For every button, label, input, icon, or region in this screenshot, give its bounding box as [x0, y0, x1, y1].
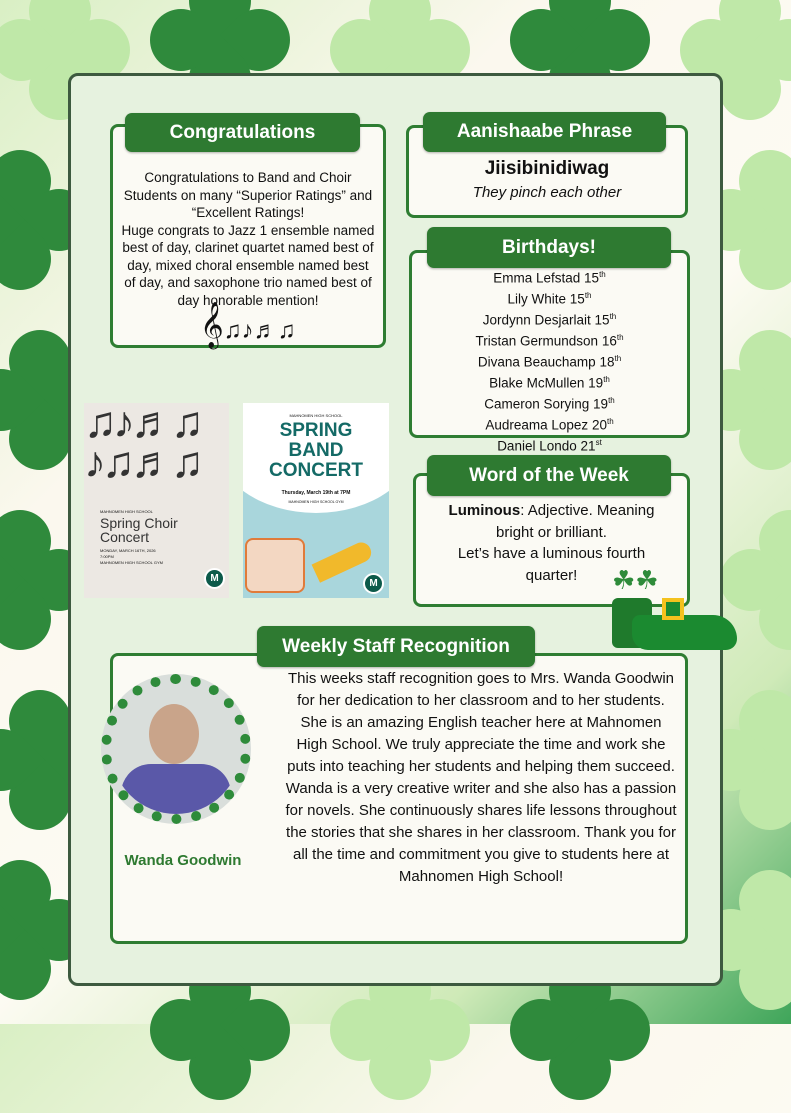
- music-notes-icon: ♫♪♬♫ ♪♫♬♫: [84, 403, 200, 487]
- birthday-day: 15: [594, 312, 610, 328]
- birthday-day: 21: [580, 438, 596, 454]
- choir-school: MAHNOMEN HIGH SCHOOL: [100, 509, 153, 514]
- band-date: Thursday, March 19th at 7PM: [281, 490, 351, 496]
- drum-icon: [245, 538, 305, 593]
- staff-photo: [101, 674, 251, 824]
- choir-concert-poster: [84, 403, 229, 598]
- word-term: Luminous: [448, 502, 521, 519]
- birthday-name: Daniel Londo: [497, 438, 577, 454]
- school-logo: M: [204, 568, 225, 589]
- birthday-day: 19: [593, 396, 609, 412]
- birthday-item: [412, 413, 687, 434]
- phrase-meaning: They pinch each other: [472, 184, 622, 201]
- birthday-name: Divana Beauchamp: [477, 354, 596, 370]
- birthday-item: [412, 392, 687, 413]
- congratulations-heading: Congratulations: [125, 113, 360, 152]
- birthday-name: Audreama Lopez: [485, 417, 589, 433]
- choir-time: 7:00PM: [100, 554, 114, 559]
- birthday-list: [412, 253, 687, 455]
- band-school: MAHNOMEN HIGH SCHOOL: [289, 413, 343, 418]
- birthday-day: 19: [588, 375, 604, 391]
- staff-recognition-text: This weeks staff recognition goes to Mrs. Wanda Goodwin for her dedication to her classroom and to her students. She is an amazing English teacher here at Mahnomen High School. We truly appreciate the time and work she puts into teaching her students and helping them succeed. Wanda is a very creative writer and she also has a passion for novels. She continuously shares life lessons throughout the stories that she shares in her classroom. Thank you for all the time and commitment you give to students here at Mahnomen High School!: [285, 670, 677, 885]
- word-sentence: Let’s have a luminous fourth quarter!: [457, 545, 646, 584]
- staff-recognition-heading: Weekly Staff Recognition: [257, 626, 535, 667]
- birthday-name: Tristan Germundson: [475, 333, 599, 349]
- leprechaun-boot-icon: ☘☘: [612, 590, 737, 652]
- word-meaning: : Adjective. Meaning bright or brilliant.: [496, 502, 655, 541]
- birthday-suffix: th: [608, 396, 615, 405]
- birthday-item: [412, 266, 687, 287]
- choir-details: [100, 548, 163, 566]
- birthday-suffix: th: [606, 417, 614, 426]
- birthday-item: [412, 308, 687, 329]
- birthday-name: Lily White: [507, 291, 567, 307]
- staff-name: Wanda Goodwin: [124, 852, 242, 869]
- birthday-suffix: th: [614, 354, 622, 363]
- birthday-suffix: th: [599, 270, 606, 279]
- birthday-suffix: th: [616, 333, 624, 342]
- birthday-item: [412, 434, 687, 455]
- staff-recognition-box: [110, 653, 688, 944]
- choir-place: MAHNOMEN HIGH SCHOOL GYM: [100, 560, 163, 565]
- music-notes-icon: 𝄞♫♪♬♫: [200, 303, 296, 347]
- birthday-item: [412, 329, 687, 350]
- birthdays-heading: Birthdays!: [427, 227, 671, 268]
- birthday-name: Cameron Sorying: [484, 396, 590, 412]
- word-of-week-heading: Word of the Week: [427, 455, 671, 496]
- congratulations-text: Congratulations to Band and Choir Students on many “Superior Ratings” and “Excellent Ratings! Huge congrats to Jazz 1 ensemble named best of day, clarinet quartet named best of day, mixed choral ensemble named best of day, and saxophone trio named best of day honorable mention!: [121, 170, 375, 308]
- band-place: MAHNOMEN HIGH SCHOOL GYM: [288, 500, 344, 504]
- birthday-suffix: st: [595, 438, 602, 447]
- birthday-name: Emma Lefstad: [493, 270, 581, 286]
- birthday-day: 16: [601, 333, 617, 349]
- birthday-day: 20: [591, 417, 607, 433]
- choir-title: Spring Choir Concert: [100, 515, 178, 545]
- birthday-day: 18: [599, 354, 615, 370]
- school-logo: M: [363, 573, 384, 594]
- birthday-suffix: th: [584, 291, 592, 300]
- choir-date: MONDAY, MARCH 16TH, 2026: [100, 548, 156, 553]
- birthdays-box: [409, 250, 690, 454]
- band-title: SPRING BAND CONCERT: [269, 420, 363, 481]
- phrase-heading: Aanishaabe Phrase: [423, 112, 666, 152]
- birthday-suffix: th: [609, 312, 617, 321]
- birthday-name: Jordynn Desjarlait: [482, 312, 591, 328]
- birthday-name: Blake McMullen: [489, 375, 585, 391]
- phrase-word: Jiisibinidiwag: [484, 158, 610, 179]
- birthday-item: [412, 350, 687, 371]
- birthday-day: 15: [584, 270, 600, 286]
- birthday-day: 15: [569, 291, 585, 307]
- birthday-item: [412, 371, 687, 392]
- band-concert-poster: [243, 403, 389, 598]
- birthday-suffix: th: [603, 375, 610, 384]
- birthday-item: [412, 287, 687, 308]
